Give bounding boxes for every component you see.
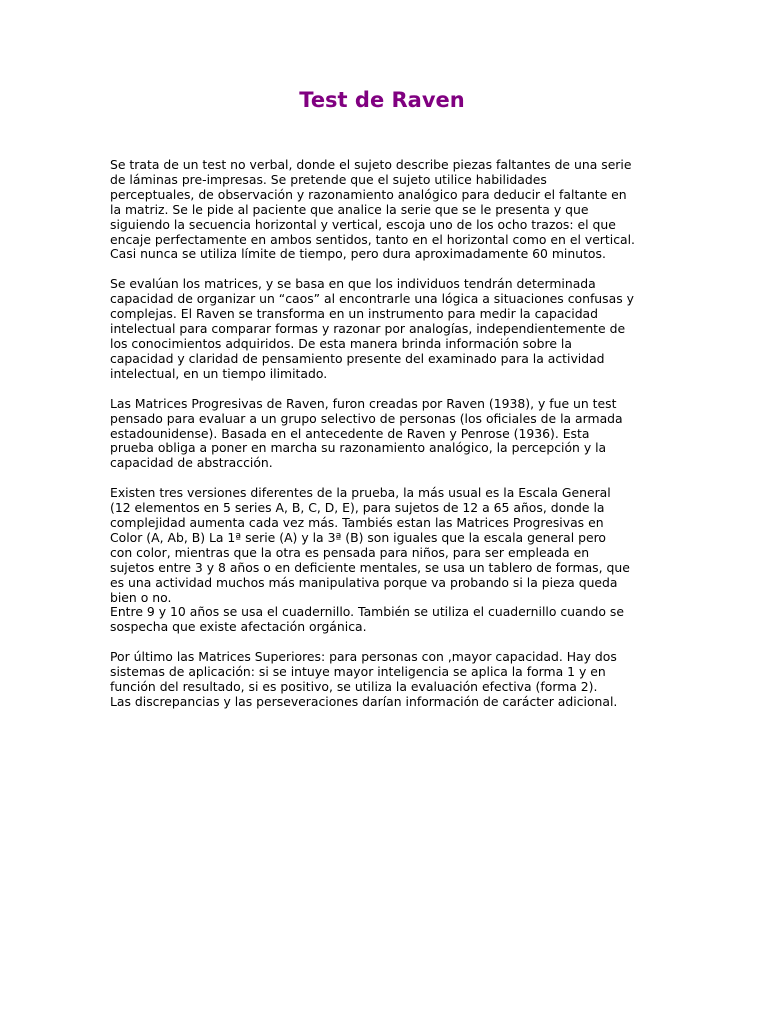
text-line: Las discrepancias y las perseveraciones darían información de carácter adicional.	[110, 694, 618, 709]
text-line: prueba obliga a poner en marcha su razonamiento analógico, la percepción y la	[110, 440, 607, 456]
text-line: intelectual para comparar formas y razonar por analogías, independientemente de	[110, 321, 626, 337]
paragraph-3	[110, 397, 670, 472]
paragraph-4	[110, 486, 670, 635]
document-title: Test de Raven	[299, 88, 465, 112]
text-line: estadounidense). Basada en el antecedente de Raven y Penrose (1936). Esta	[110, 425, 590, 441]
text-line: los conocimientos adquiridos. De esta manera brinda información sobre la	[110, 335, 572, 351]
text-line: Se evalúan los matrices, y se basa en que los individuos tendrán determinada	[110, 276, 596, 292]
text-line: Casi nunca se utiliza límite de tiempo, pero dura aproximadamente 60 minutos.	[110, 246, 606, 262]
text-line: Se trata de un test no verbal, donde el sujeto describe piezas faltantes de una serie	[110, 157, 632, 172]
text-line: perceptuales, de observación y razonamiento analógico para deducir el faltante en	[110, 186, 627, 202]
text-line: (12 elementos en 5 series A, B, C, D, E), para sujetos de 12 a 65 años, donde la	[110, 500, 605, 516]
text-line: encaje perfectamente en ambos sentidos, tanto en el horizontal como en el vertical.	[110, 231, 635, 247]
text-line: complejidad aumenta cada vez más. Tambiés estan las Matrices Progresivas en	[110, 515, 604, 531]
paragraph-1	[110, 158, 670, 262]
text-line: función del resultado, si es positivo, se utiliza la evaluación efectiva (forma 2).	[110, 679, 598, 695]
text-line: intelectual, en un tiempo ilimitado.	[110, 365, 328, 381]
document-body	[110, 158, 670, 725]
text-line: Entre 9 y 10 años se usa el cuadernillo. También se utiliza el cuadernillo cuando se	[110, 604, 624, 620]
text-line: con color, mientras que la otra es pensada para niños, para ser empleada en	[110, 544, 590, 560]
text-line: Las Matrices Progresivas de Raven, furon creadas por Raven (1938), y fue un test	[110, 395, 617, 411]
text-line: Existen tres versiones diferentes de la prueba, la más usual es la Escala General	[110, 485, 611, 501]
text-line: capacidad de abstracción.	[110, 455, 273, 471]
text-line: de láminas pre-impresas. Se pretende que el sujeto utilice habilidades	[110, 171, 547, 187]
text-line: Color (A, Ab, B) La 1ª serie (A) y la 3ª (B) son iguales que la escala general pero	[110, 529, 607, 545]
text-line: capacidad de organizar un “caos” al encontrarle una lógica a situaciones confusas y	[110, 291, 634, 307]
text-line: Por último las Matrices Superiores: para personas con ,mayor capacidad. Hay dos	[110, 649, 617, 665]
text-line: complejas. El Raven se transforma en un instrumento para medir la capacidad	[110, 306, 599, 322]
text-line: pensado para evaluar a un grupo selectivo de personas (los oficiales de la armada	[110, 410, 623, 426]
paragraph-2	[110, 277, 670, 381]
text-line: es una actividad muchos más manipulativa porque va probando si la pieza queda	[110, 574, 618, 590]
text-line: bien o no.	[110, 589, 172, 605]
text-line: sistemas de aplicación: si se intuye mayor inteligencia se aplica la forma 1 y en	[110, 664, 606, 680]
text-line: la matriz. Se le pide al paciente que analice la serie que se le presenta y que	[110, 201, 589, 217]
paragraph-5	[110, 650, 670, 710]
text-line: capacidad y claridad de pensamiento presente del examinado para la actividad	[110, 350, 605, 366]
text-line: siguiendo la secuencia horizontal y vertical, escoja uno de los ocho trazos: el que	[110, 216, 616, 232]
text-line: sujetos entre 3 y 8 años o en deficiente mentales, se usa un tablero de formas, que	[110, 559, 630, 575]
text-line: sospecha que existe afectación orgánica.	[110, 619, 367, 635]
